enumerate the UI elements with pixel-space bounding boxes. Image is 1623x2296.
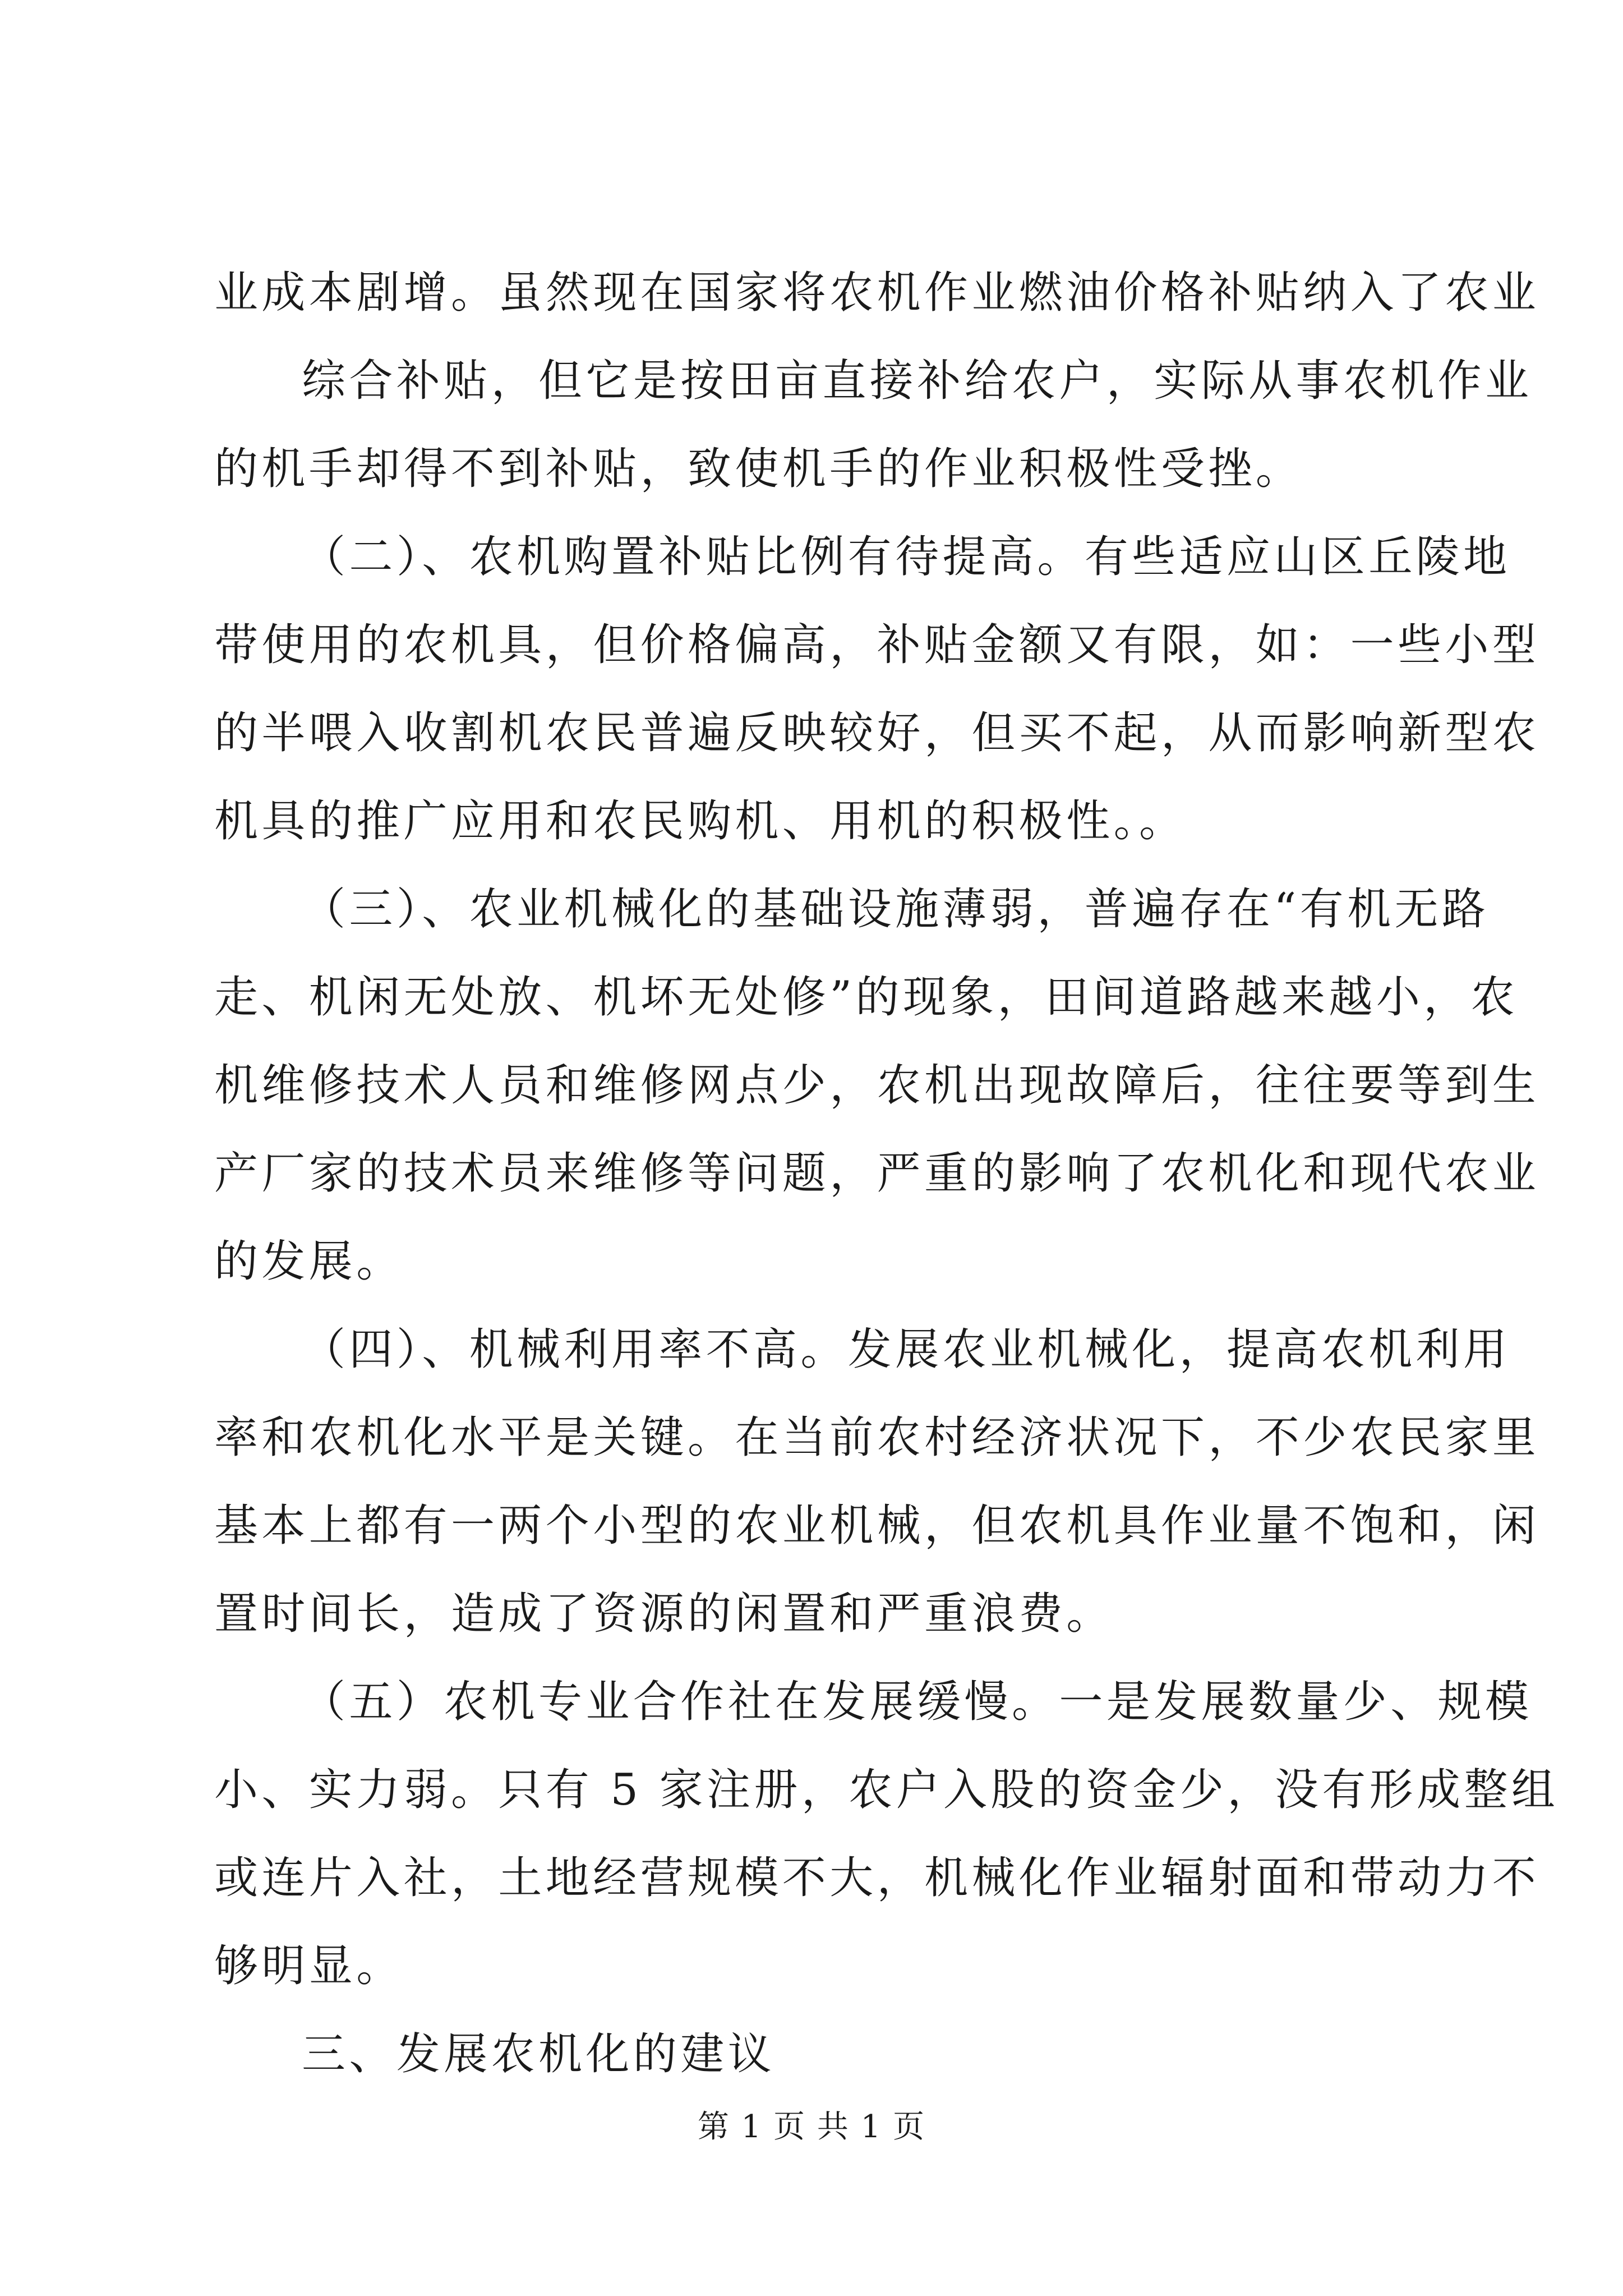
text-line: 或连片入社，土地经营规模不大，机械化作业辐射面和带动力不 xyxy=(214,1853,1540,1903)
text-line: 综合补贴，但它是按田亩直接补给农户，实际从事农机作业 xyxy=(302,356,1533,406)
text-line: 率和农机化水平是关键。在当前农村经济状况下，不少农民家里 xyxy=(214,1412,1540,1463)
text-line: 机维修技术人员和维修网点少，农机出现故障后，往往要等到生 xyxy=(214,1060,1540,1111)
text-line: 业成本剧增。虽然现在国家将农机作业燃油价格补贴纳入了农业 xyxy=(214,268,1540,318)
text-line: 带使用的农机具，但价格偏高，补贴金额又有限，如：一些小型 xyxy=(214,620,1540,670)
section-heading: 三、发展农机化的建议 xyxy=(302,2029,776,2079)
text-line: 机具的推广应用和农民购机、用机的积极性。。 xyxy=(214,796,1187,846)
text-line: 的机手却得不到补贴，致使机手的作业积极性受挫。 xyxy=(214,444,1303,494)
text-line: 小、实力弱。只有 5 家注册，农户入股的资金少，没有形成整组 xyxy=(214,1765,1559,1815)
text-line: 基本上都有一两个小型的农业机械，但农机具作业量不饱和，闲 xyxy=(214,1501,1540,1551)
page-footer: 第 1 页 共 1 页 xyxy=(697,2109,926,2145)
text-line: （五）农机专业合作社在发展缓慢。一是发展数量少、规模 xyxy=(302,1677,1533,1727)
text-line: 置时间长，造成了资源的闲置和严重浪费。 xyxy=(214,1589,1114,1639)
text-line: （二）、农机购置补贴比例有待提高。有些适应山区丘陵地 xyxy=(302,532,1511,582)
text-line: 的发展。 xyxy=(214,1236,404,1287)
text-line: 的半喂入收割机农民普遍反映较好，但买不起，从而影响新型农 xyxy=(214,708,1540,758)
text-line: 产厂家的技术员来维修等问题，严重的影响了农机化和现代农业 xyxy=(214,1148,1540,1199)
text-line: （三）、农业机械化的基础设施薄弱，普遍存在“有机无路 xyxy=(302,884,1490,935)
text-line: 走、机闲无处放、机坏无处修”的现象，田间道路越来越小，农 xyxy=(214,972,1519,1023)
text-line: 够明显。 xyxy=(214,1941,404,1991)
text-line: （四）、机械利用率不高。发展农业机械化，提高农机利用 xyxy=(302,1324,1511,1375)
